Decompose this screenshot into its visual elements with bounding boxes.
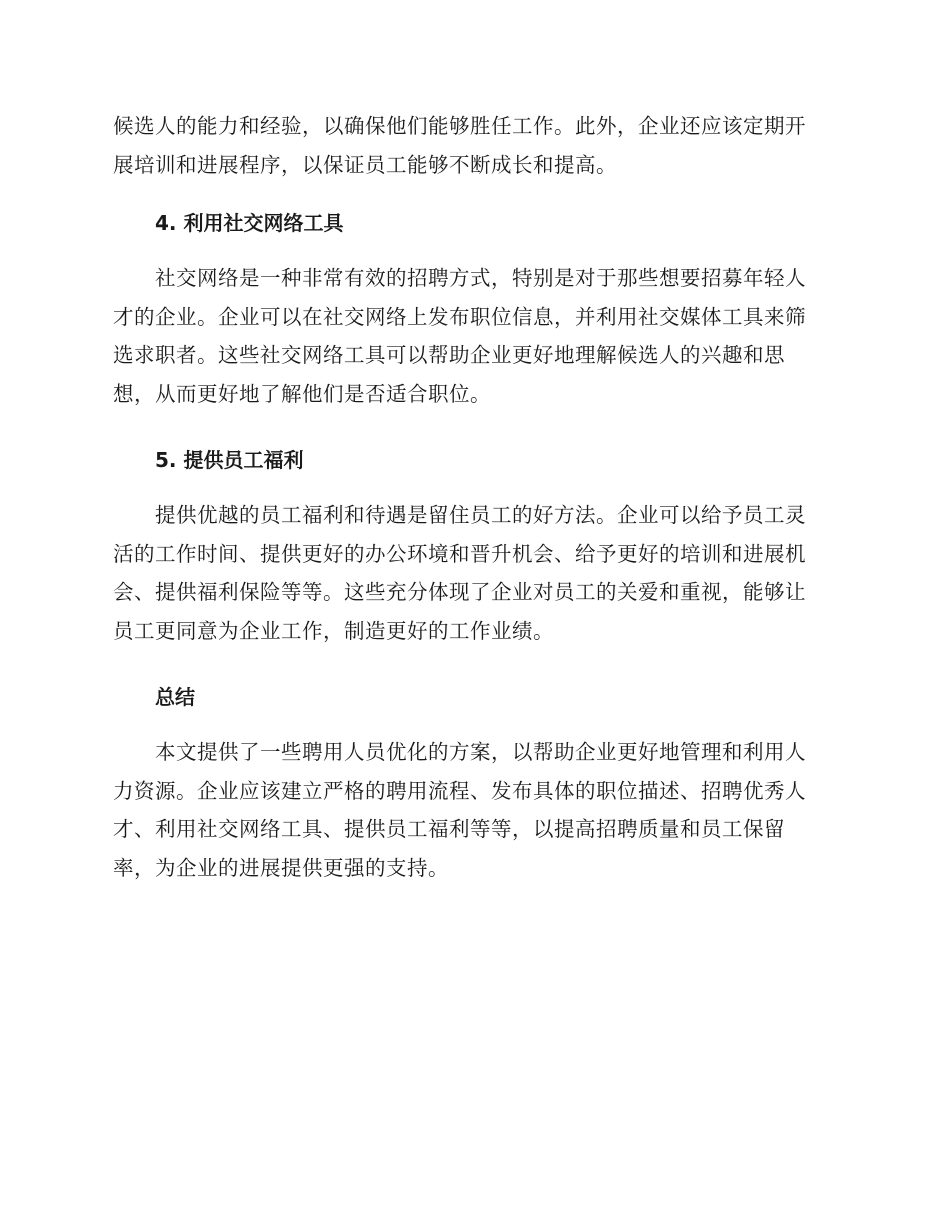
paragraph-line: 候选人的能力和经验，以确保他们能够胜任工作。此外，企业还应该定期开	[113, 114, 806, 138]
summary-paragraph	[113, 733, 838, 887]
paragraph-line: 才、利用社交网络工具、提供员工福利等等，以提高招聘质量和员工保留	[113, 817, 785, 841]
paragraph-line: 本文提供了一些聘用人员优化的方案，以帮助企业更好地管理和利用人	[113, 740, 806, 764]
paragraph-line: 选求职者。这些社交网络工具可以帮助企业更好地理解候选人的兴趣和思	[113, 343, 785, 367]
paragraph-line: 活的工作时间、提供更好的办公环境和晋升机会、给予更好的培训和进展机	[113, 541, 806, 566]
summary-heading: 总结	[155, 685, 195, 709]
paragraph-line: 员工更同意为企业工作，制造更好的工作业绩。	[113, 618, 554, 643]
section-5-paragraph	[113, 496, 838, 650]
paragraph-line: 想，从而更好地了解他们是否适合职位。	[113, 381, 491, 406]
section-4-heading: 4. 利用社交网络工具	[155, 211, 344, 235]
section-5-heading: 5. 提供员工福利	[155, 448, 304, 472]
section-4-paragraph	[113, 259, 838, 413]
paragraph-line: 才的企业。企业可以在社交网络上发布职位信息，并利用社交媒体工具来筛	[113, 304, 806, 329]
paragraph-line: 会、提供福利保险等等。这些充分体现了企业对员工的关爱和重视，能够让	[113, 580, 806, 604]
intro-paragraph	[113, 107, 838, 184]
paragraph-line: 提供优越的员工福利和待遇是留住员工的好方法。企业可以给予员工灵	[113, 503, 806, 527]
paragraph-line: 展培训和进展程序，以保证员工能够不断成长和提高。	[113, 152, 617, 177]
paragraph-line: 力资源。企业应该建立严格的聘用流程、发布具体的职位描述、招聘优秀人	[113, 778, 806, 803]
paragraph-line: 率，为企业的进展提供更强的支持。	[113, 855, 449, 880]
paragraph-line: 社交网络是一种非常有效的招聘方式，特别是对于那些想要招募年轻人	[113, 266, 806, 290]
